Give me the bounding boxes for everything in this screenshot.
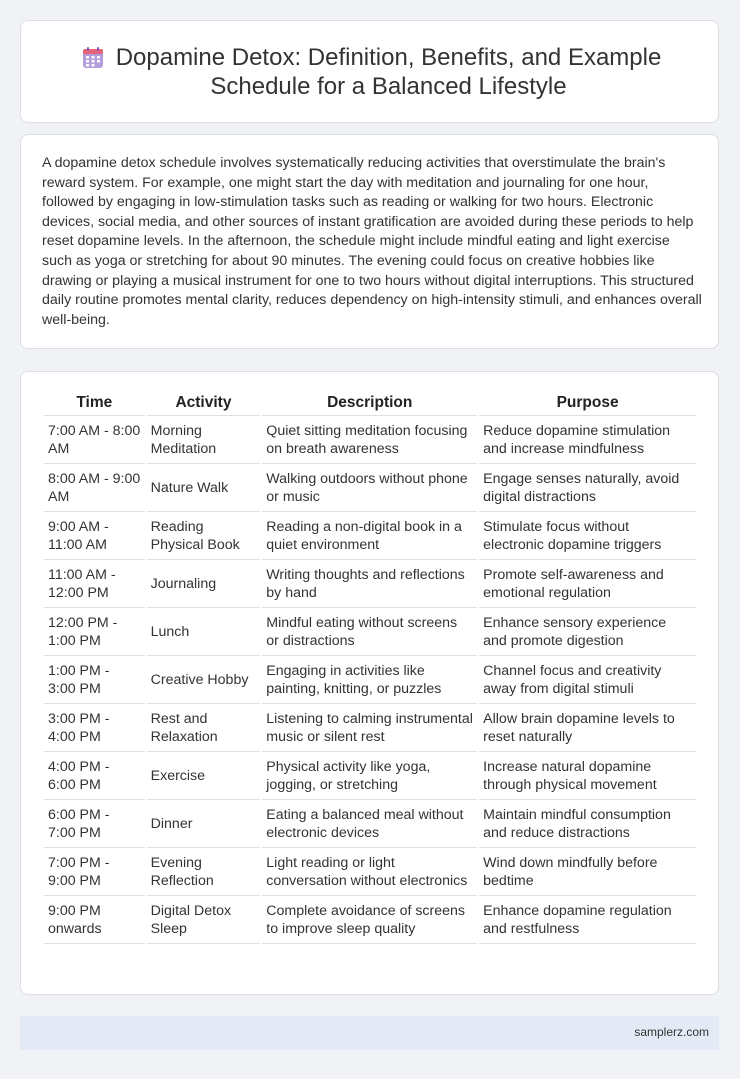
cell-purpose: Promote self-awareness and emotional regulation <box>479 560 696 608</box>
header-description: Description <box>262 391 477 416</box>
cell-description: Light reading or light conversation without electronics <box>262 848 477 896</box>
cell-description: Walking outdoors without phone or music <box>262 464 477 512</box>
footer-site-link[interactable]: samplerz.com <box>634 1025 709 1039</box>
cell-activity: Journaling <box>147 560 261 608</box>
cell-time: 8:00 AM - 9:00 AM <box>44 464 145 512</box>
cell-time: 9:00 PM onwards <box>44 896 145 944</box>
cell-activity: Nature Walk <box>147 464 261 512</box>
table-row <box>44 464 696 512</box>
cell-activity: Creative Hobby <box>147 656 261 704</box>
cell-time: 4:00 PM - 6:00 PM <box>44 752 145 800</box>
table-header-row <box>44 391 696 416</box>
cell-purpose: Channel focus and creativity away from digital stimuli <box>479 656 696 704</box>
cell-activity: Rest and Relaxation <box>147 704 261 752</box>
cell-purpose: Maintain mindful consumption and reduce distractions <box>479 800 696 848</box>
table-row <box>44 896 696 944</box>
cell-activity: Digital Detox Sleep <box>147 896 261 944</box>
cell-time: 7:00 PM - 9:00 PM <box>44 848 145 896</box>
header-time: Time <box>44 391 145 416</box>
cell-description: Reading a non-digital book in a quiet environment <box>262 512 477 560</box>
cell-description: Writing thoughts and reflections by hand <box>262 560 477 608</box>
cell-activity: Dinner <box>147 800 261 848</box>
cell-description: Physical activity like yoga, jogging, or stretching <box>262 752 477 800</box>
intro-paragraph: A dopamine detox schedule involves systematically reducing activities that overstimulate the brain's reward system. For example, one might start the day with meditation and journaling for one hour, followed by engaging in low-stimulation tasks such as reading or walking for two hours. Electronic devices, social media, and other sources of instant gratification are avoided during these periods to help reset dopamine levels. In the afternoon, the schedule might include mindful eating and light exercise such as yoga or stretching for about 90 minutes. The evening could focus on creative hobbies like drawing or playing a musical instrument for one to two hours without digital interruptions. This structured daily routine promotes mental clarity, reduces dependency on high-intensity stimuli, and enhances overall well-being. <box>42 155 702 328</box>
cell-description: Quiet sitting meditation focusing on breath awareness <box>262 416 477 464</box>
cell-purpose: Stimulate focus without electronic dopamine triggers <box>479 512 696 560</box>
table-row <box>44 800 696 848</box>
cell-activity: Morning Meditation <box>147 416 261 464</box>
cell-purpose: Wind down mindfully before bedtime <box>479 848 696 896</box>
cell-purpose: Enhance dopamine regulation and restfulness <box>479 896 696 944</box>
table-row <box>44 560 696 608</box>
table-row <box>44 704 696 752</box>
cell-activity: Exercise <box>147 752 261 800</box>
cell-time: 1:00 PM - 3:00 PM <box>44 656 145 704</box>
schedule-table <box>42 391 698 944</box>
cell-purpose: Increase natural dopamine through physical movement <box>479 752 696 800</box>
cell-purpose: Reduce dopamine stimulation and increase mindfulness <box>479 416 696 464</box>
cell-purpose: Allow brain dopamine levels to reset naturally <box>479 704 696 752</box>
cell-time: 3:00 PM - 4:00 PM <box>44 704 145 752</box>
page-title: Dopamine Detox: Definition, Benefits, and Example Schedule for a Balanced Lifestyle <box>115 44 662 100</box>
cell-description: Eating a balanced meal without electronic devices <box>262 800 477 848</box>
cell-activity: Evening Reflection <box>147 848 261 896</box>
table-row <box>44 848 696 896</box>
table-row <box>44 512 696 560</box>
cell-description: Engaging in activities like painting, knitting, or puzzles <box>262 656 477 704</box>
table-row <box>44 608 696 656</box>
table-row <box>44 656 696 704</box>
cell-time: 11:00 AM - 12:00 PM <box>44 560 145 608</box>
intro-card <box>20 134 719 349</box>
cell-description: Mindful eating without screens or distractions <box>262 608 477 656</box>
schedule-card <box>20 371 719 995</box>
footer <box>20 1016 719 1050</box>
cell-description: Listening to calming instrumental music or silent rest <box>262 704 477 752</box>
header-activity: Activity <box>147 391 261 416</box>
cell-time: 12:00 PM - 1:00 PM <box>44 608 145 656</box>
cell-description: Complete avoidance of screens to improve sleep quality <box>262 896 477 944</box>
table-row <box>44 416 696 464</box>
cell-purpose: Enhance sensory experience and promote digestion <box>479 608 696 656</box>
title-card <box>20 20 719 123</box>
table-row <box>44 752 696 800</box>
cell-time: 7:00 AM - 8:00 AM <box>44 416 145 464</box>
cell-activity: Reading Physical Book <box>147 512 261 560</box>
cell-purpose: Engage senses naturally, avoid digital distractions <box>479 464 696 512</box>
cell-time: 6:00 PM - 7:00 PM <box>44 800 145 848</box>
cell-activity: Lunch <box>147 608 261 656</box>
header-purpose: Purpose <box>479 391 696 416</box>
cell-time: 9:00 AM - 11:00 AM <box>44 512 145 560</box>
